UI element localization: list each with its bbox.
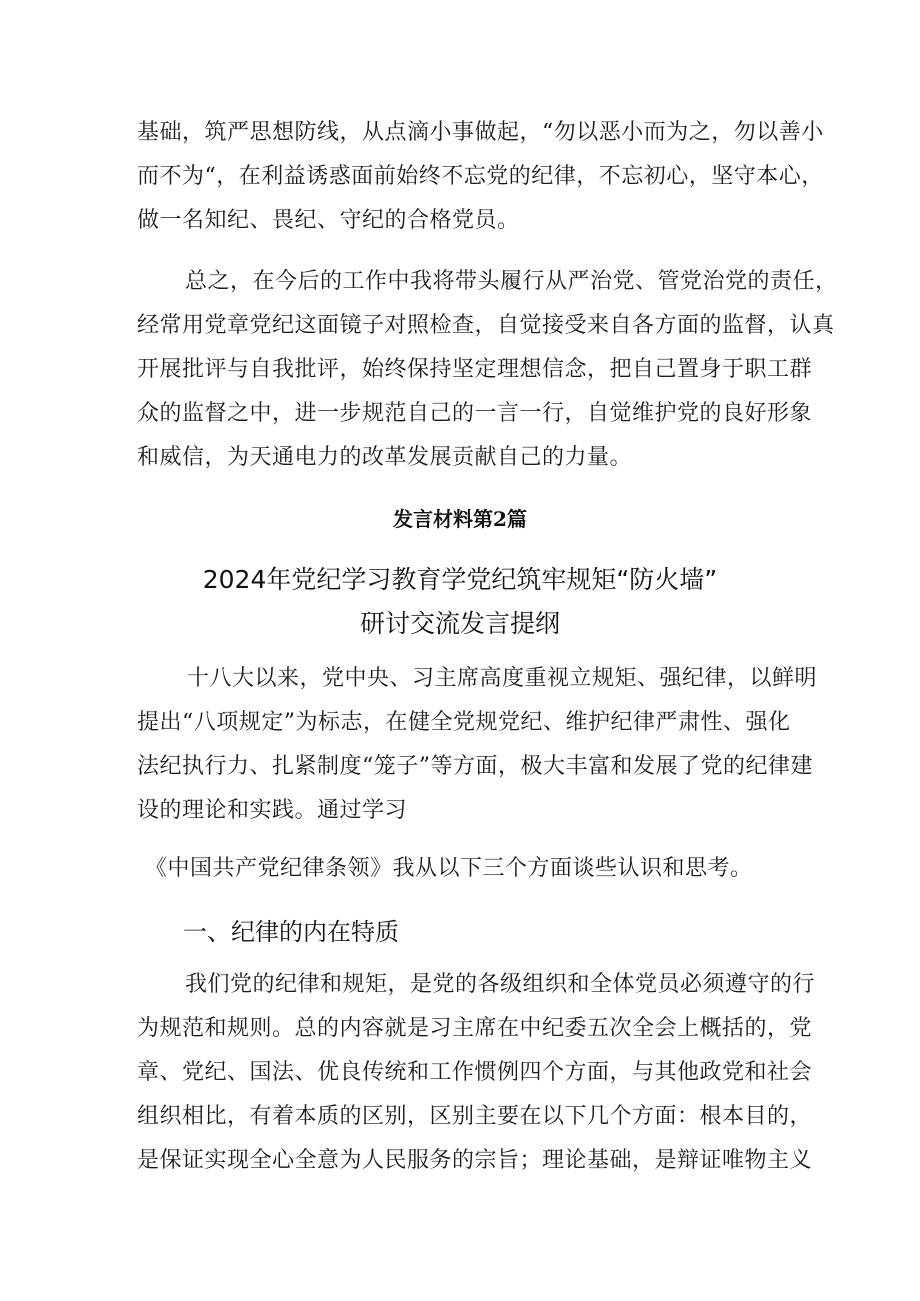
paragraph-line: 提出“八项规定”为标志，在健全党规党纪、维护纪律严肃性、强化 [137,710,791,735]
paragraph-line: 众的监督之中，进一步规范自己的一言一行，自觉维护党的良好形象 [137,401,813,426]
subtitle: 发言材料第2篇 [393,507,527,531]
page-title-line2: 研讨交流发言提纲 [359,609,560,638]
paragraph-line: 为规范和规则。总的内容就是习主席在中纪委五次全会上概括的，党 [137,1016,813,1041]
paragraph-line: 设的理论和实践。通过学习 [137,798,408,823]
paragraph-line: 而不为“，在利益诱惑面前始终不忘党的纪律，不忘初心，坚守本心， [137,164,824,189]
paragraph-line: 基础，筑严思想防线，从点滴小事做起，“勿以恶小而为之，勿以善小 [137,120,824,145]
paragraph-line: 是保证实现全心全意为人民服务的宗旨；理论基础，是辩证唯物主义 [137,1148,813,1173]
paragraph-line: 开展批评与自我批评，始终保持坚定理想信念，把自己置身于职工群 [137,357,813,382]
paragraph-line: 和威信，为天通电力的改革发展贡献自己的力量。 [137,445,633,470]
paragraph-line: 章、党纪、国法、优良传统和工作惯例四个方面，与其他政党和社会 [137,1060,813,1085]
paragraph-line: 经常用党章党纪这面镜子对照检查，自觉接受来自各方面的监督，认真 [137,313,835,338]
paragraph-line: 我们党的纪律和规矩，是党的各级组织和全体党员必须遵守的行 [185,972,816,997]
paragraph-line: 总之，在今后的工作中我将带头履行从严治党、管党治党的责任， [185,269,838,294]
paragraph-line: 法纪执行力、扎紧制度“笼子”等方面，极大丰富和发展了党的纪律建 [137,754,813,779]
paragraph-line: 十八大以来，党中央、习主席高度重视立规矩、强纪律，以鲜明 [187,666,818,691]
page-title: 2024年党纪学习教育学党纪筑牢规矩“防火墙” [202,565,718,594]
section-heading: 一、纪律的内在特质 [183,918,399,946]
paragraph-line: 做一名知纪、畏纪、守纪的合格党员。 [137,208,520,233]
paragraph-line: 组织相比，有着本质的区别，区别主要在以下几个方面：根本目的， [137,1104,813,1129]
paragraph-line: 《中国共产党纪律条领》我从以下三个方面谈些认识和思考。 [145,856,753,881]
